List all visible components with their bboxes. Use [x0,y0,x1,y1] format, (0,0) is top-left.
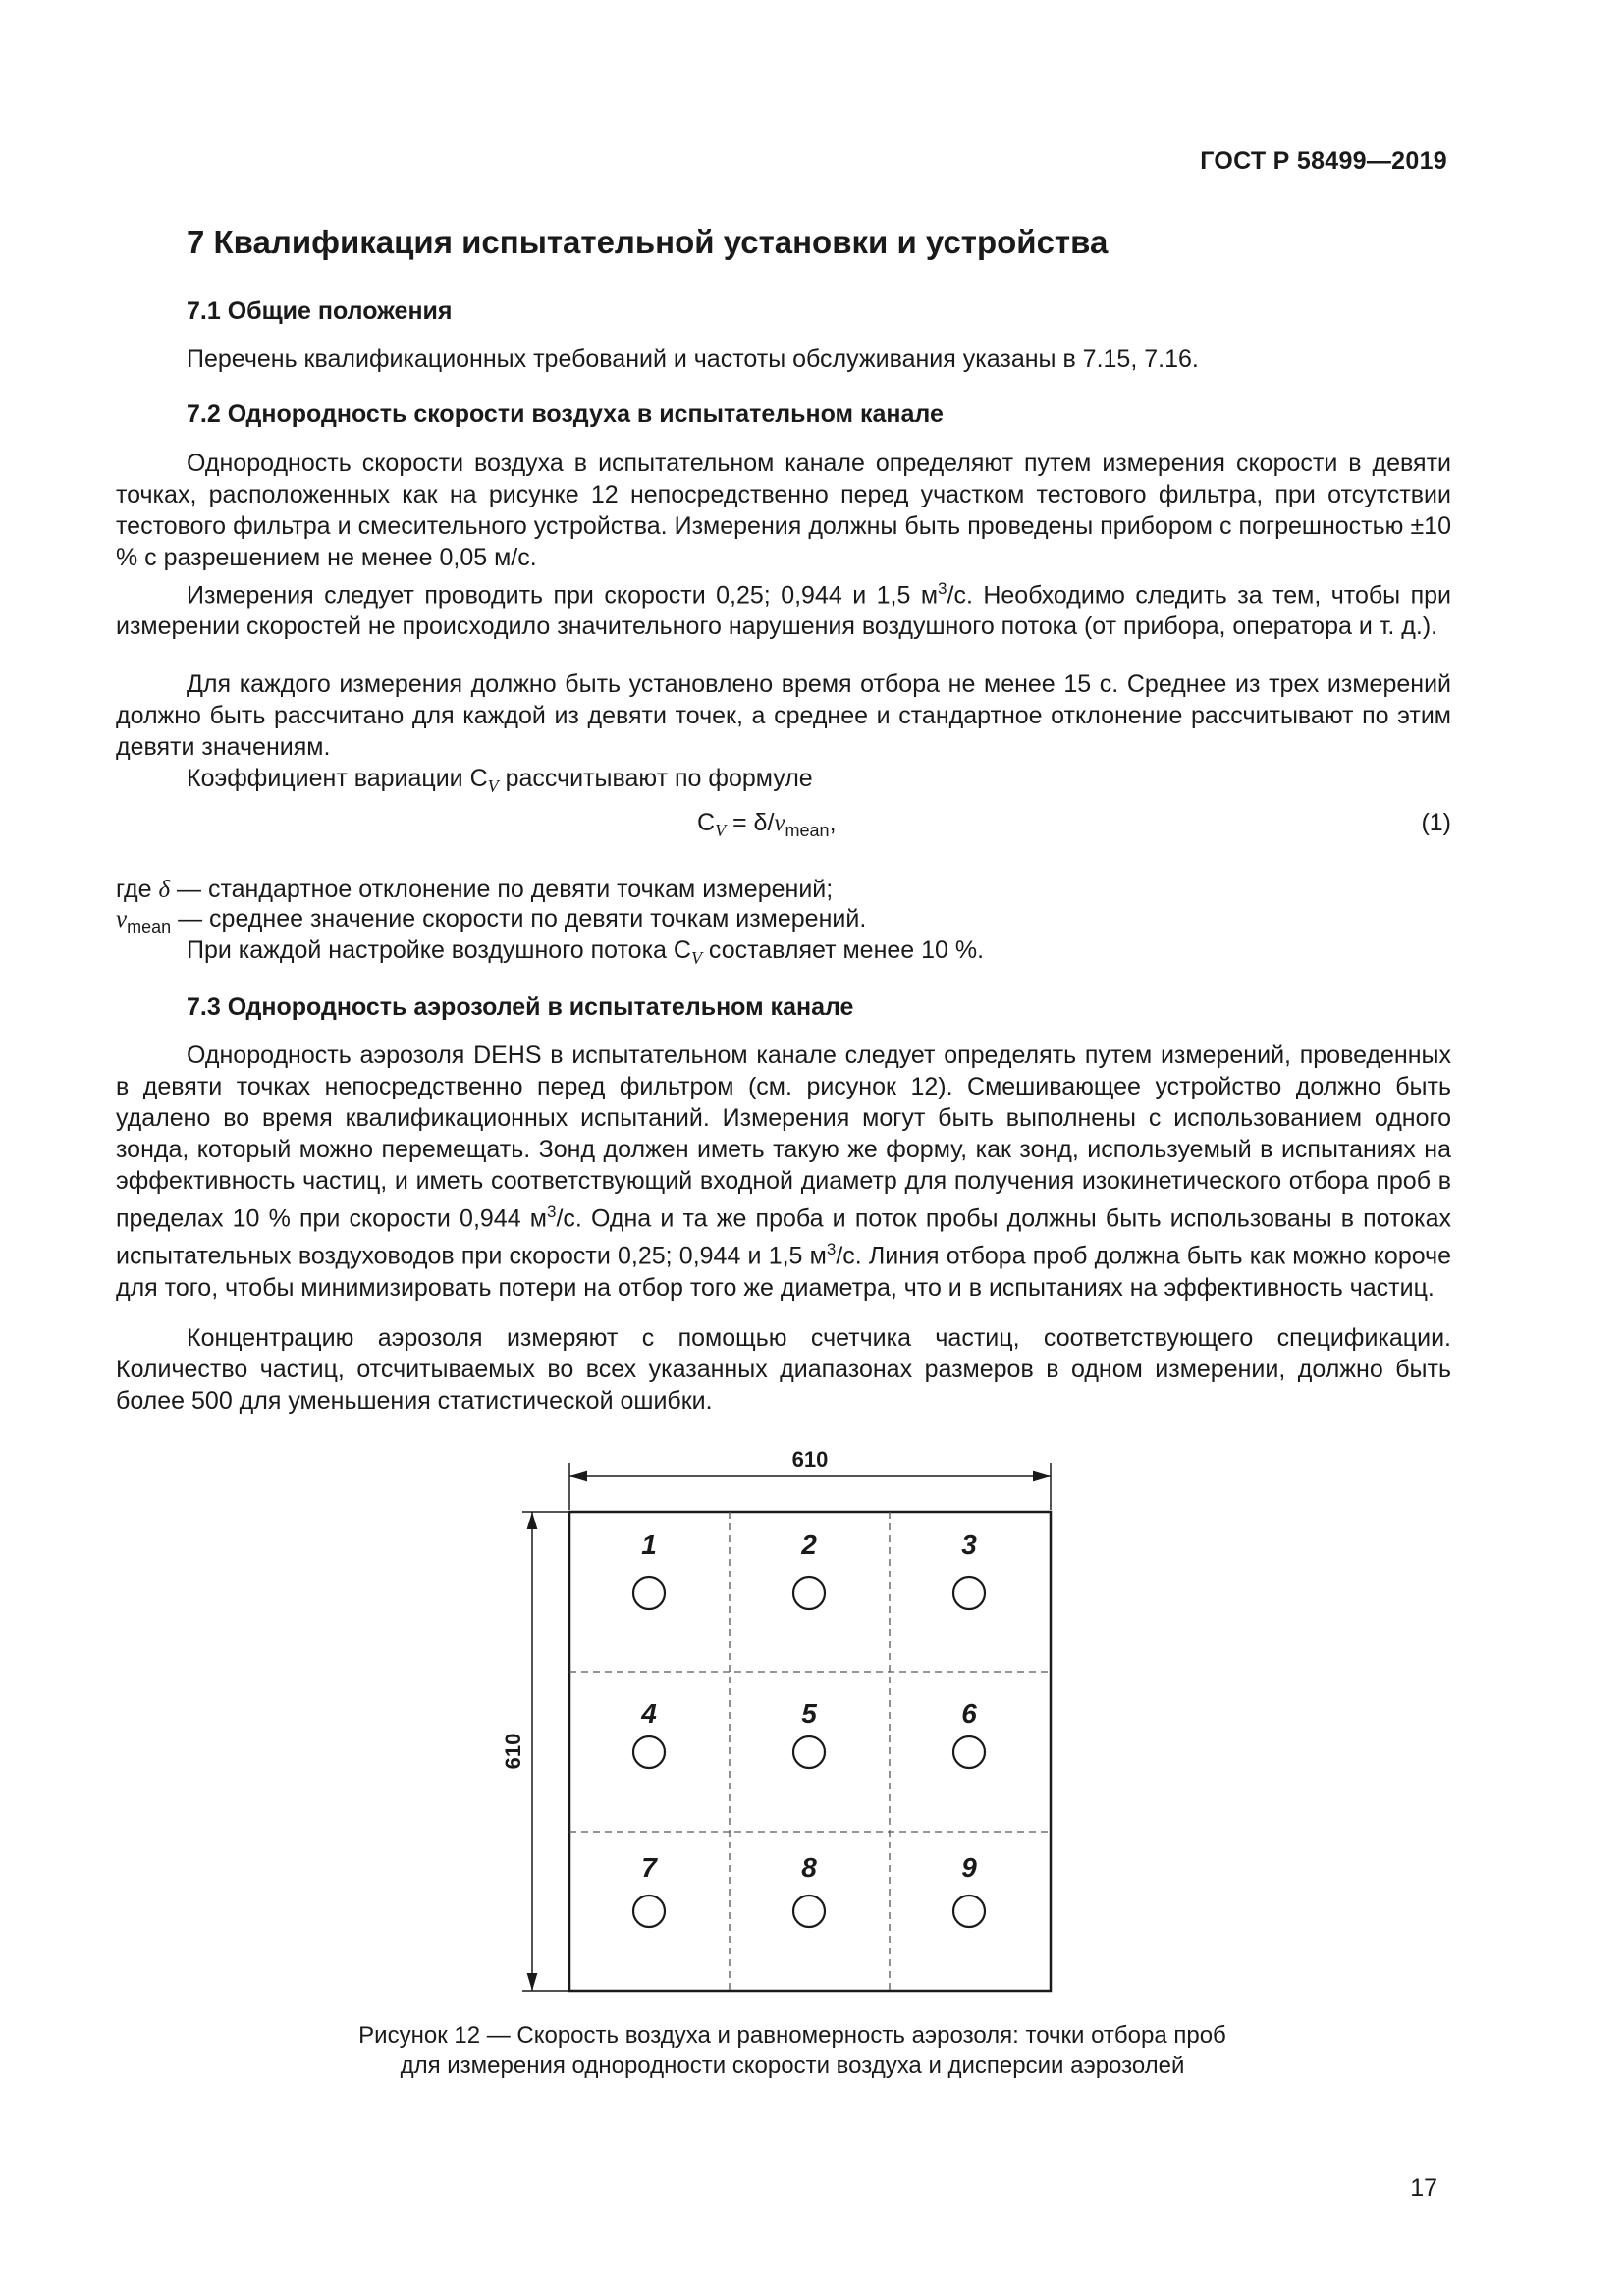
paragraph-7-2-4: Коэффициент вариации $C_V$ рассчитывают по формуле [187,765,813,796]
paragraph-7-2-5: При каждой настройке воздушного потока $C_V$ составляет менее 10 %. [187,936,985,968]
paragraph-7-3-2: Концентрацию аэрозоля измеряют с помощью счетчика частиц, соответствующего спецификации. Количество частиц, отсчитываемых во всех указанных диапазонах размеров в одном измерении, должно быть более 500 для уменьшения статистической ошибки. [116,1324,1451,1415]
sampling-point-label-1: 1 [641,1529,657,1560]
paragraph-7-2-3: Для каждого измерения должно быть установлено время отбора не менее 15 с. Среднее из трех измерений должно быть рассчитано для каждой из девяти точек, а среднее и стандартное отклонение рассчитывают по этим девяти значениям. [116,670,1451,761]
where-item-vmean: $v_{mean}$ — среднее значение скорости по девяти точкам измерений. [116,905,867,936]
sampling-point-label-9: 9 [961,1852,977,1883]
sampling-point-circle-8 [793,1896,825,1927]
sampling-point-label-7: 7 [641,1852,657,1883]
sampling-points [633,1529,985,1927]
formula-number: (1) [1421,809,1451,836]
sampling-point-label-5: 5 [801,1698,817,1729]
sampling-point-label-8: 8 [801,1852,817,1883]
page-number: 17 [1410,2174,1437,2202]
figure-caption: Рисунок 12 — Скорость воздуха и равномерность аэрозоля: точки отбора проб для измерения однородности скорости воздуха и дисперсии аэрозолей [358,2022,1226,2079]
sampling-point-circle-2 [793,1577,825,1609]
sampling-point-label-4: 4 [641,1698,657,1729]
sampling-point-circle-3 [953,1577,985,1609]
section-title: 7 Квалификация испытательной установки и устройства [187,224,1109,260]
page-header-code: ГОСТ Р 58499—2019 [1200,147,1447,175]
sampling-point-circle-7 [633,1896,665,1927]
formula-1: $C_V = \delta/v_{mean}$, [697,809,837,840]
paragraph-7-2-1: Однородность скорости воздуха в испытательном канале определяют путем измерения скорости в девяти точках, расположенных как на рисунке 12 непосредственно перед участком тестового фильтра, при отсутствии тестового фильтра и смесительного устройства. Измерения должны быть проведены прибором с погрешностью ±10 % с разрешением не менее 0,05 м/с. [116,450,1451,571]
duct-cross-section [569,1512,1051,1991]
height-dimension-label: 610 [501,1733,525,1770]
sampling-point-label-2: 2 [801,1529,817,1560]
width-dimension-label: 610 [791,1447,829,1471]
sampling-point-circle-9 [953,1896,985,1927]
paragraph-7-2-2: Измерения следует проводить при скорости 0,25; 0,944 и 1,5 $м^3/с$. Необходимо следить за тем, чтобы при измерении скоростей не происходило значительного нарушения воздушного потока (от прибора, оператора и т. д.). [116,579,1451,641]
sampling-point-circle-6 [953,1736,985,1768]
sampling-point-circle-4 [633,1736,665,1768]
sampling-point-label-3: 3 [961,1529,977,1560]
where-item-delta: где δ — стандартное отклонение по девяти точкам измерений; [116,876,834,903]
paragraph-7-1: Перечень квалификационных требований и частоты обслуживания указаны в 7.15, 7.16. [187,346,1199,373]
sampling-point-circle-1 [633,1577,665,1609]
sampling-point-circle-5 [793,1736,825,1768]
heading-7-2: 7.2 Однородность скорости воздуха в испытательном канале [187,400,944,428]
sampling-point-label-6: 6 [961,1698,977,1729]
heading-7-3: 7.3 Однородность аэрозолей в испытательном канале [187,993,854,1021]
heading-7-1: 7.1 Общие положения [187,297,453,325]
paragraph-7-3-1: Однородность аэрозоля DEHS в испытательном канале следует определять путем измерений, проведенных в девяти точках непосредственно перед фильтром (см. рисунок 12). Смешивающее устройство должно быть удалено во время квалификационных испытаний. Измерения могут быть выполнены с использованием одного зонда, который можно перемещать. Зонд должен иметь такую же форму, как зонд, используемый в испытаниях на эффективность частиц, и иметь соответствующий входной диаметр для получения изокинетического отбора проб в пределах 10 % при скорости 0,944 $м^3/с$. Одна и та же проба и поток пробы должны быть использованы в потоках испытательных воздуховодов при скорости 0,25; 0,944 и 1,5 $м^3/с$. Линия отбора проб должна быть как можно короче для того, чтобы минимизировать потери на отбор того же диаметра, что и в испытаниях на эффективность частиц. [116,1041,1452,1302]
